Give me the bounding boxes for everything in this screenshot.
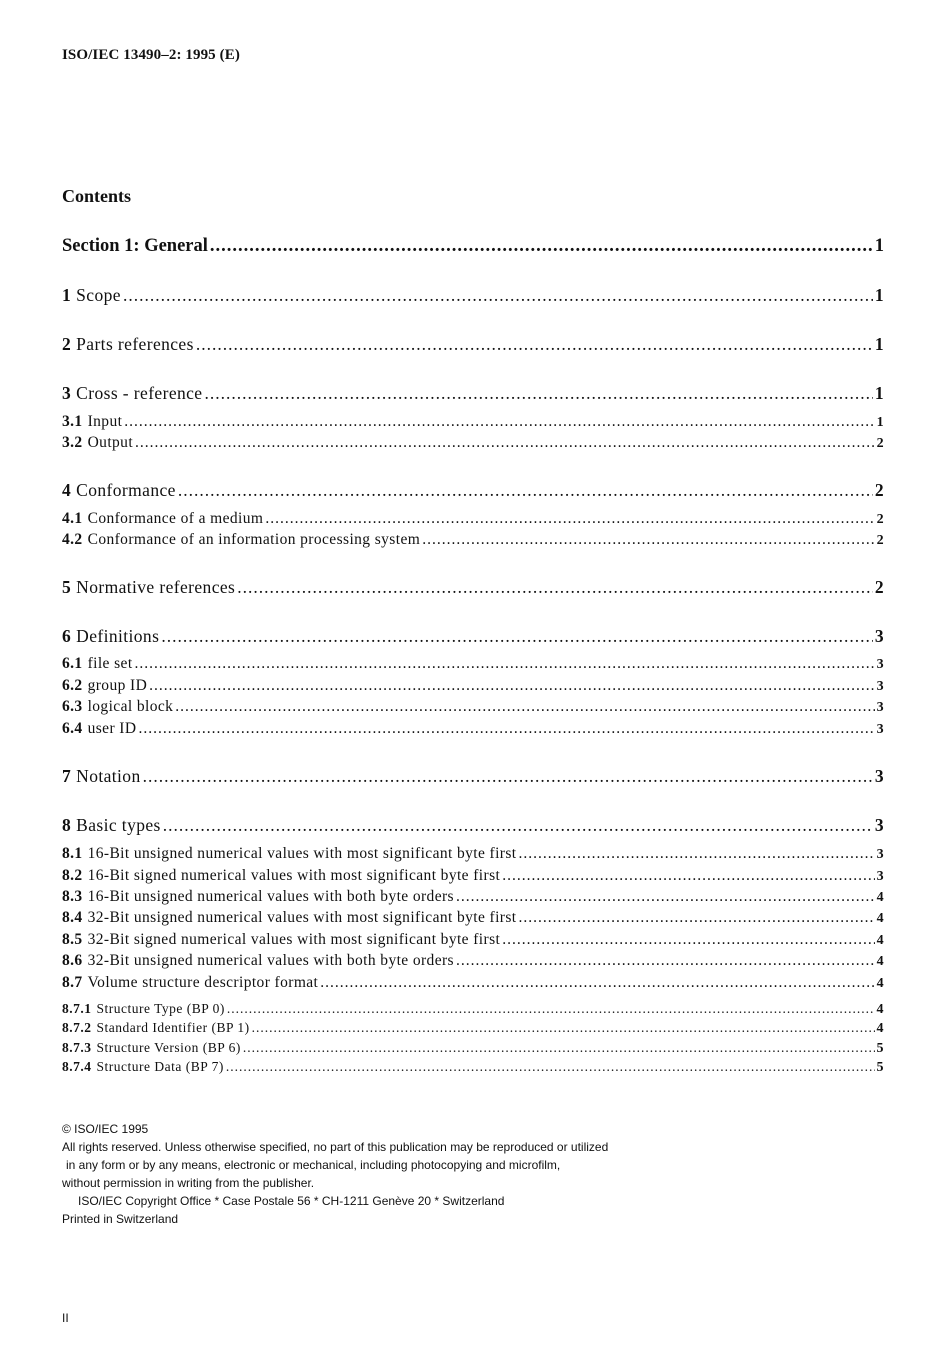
leader-dots	[204, 383, 872, 404]
toc-entry-8-6[interactable]	[62, 952, 884, 970]
toc-title: logical block	[87, 698, 174, 715]
toc-page-number: 1	[874, 334, 884, 354]
toc-page-number: 3	[876, 700, 884, 715]
toc-page-number: 4	[876, 976, 884, 991]
toc-entry-4-2[interactable]	[62, 531, 884, 549]
toc-title: Scope	[76, 285, 121, 305]
rights-line-2: in any form or by any means, electronic or mechanical, including photocopying and microfilm,	[66, 1158, 561, 1172]
leader-dots	[161, 626, 873, 647]
document-header: ISO/IEC 13490–2: 1995 (E)	[62, 47, 240, 63]
toc-page-number: 2	[876, 533, 884, 548]
leader-dots	[265, 510, 874, 528]
leader-dots	[227, 1001, 875, 1017]
toc-number: 4	[62, 480, 72, 500]
toc-title: Conformance of a medium	[87, 510, 264, 527]
toc-entry-label: Section 1: General	[62, 236, 208, 256]
toc-title: Input	[87, 413, 123, 430]
toc-page-number: 3	[876, 657, 884, 672]
toc-number: 8.6	[62, 952, 83, 969]
toc-number: 3	[62, 383, 72, 403]
toc-title: Standard Identifier (BP 1)	[96, 1020, 250, 1035]
toc-entry-6-3[interactable]	[62, 698, 884, 716]
toc-entry-5[interactable]	[62, 577, 884, 598]
toc-page-number: 3	[876, 847, 884, 862]
toc-title: Volume structure descriptor format	[87, 974, 319, 991]
toc-number: 6.4	[62, 720, 83, 737]
toc-number: 8.2	[62, 867, 83, 884]
toc-page-number: 2	[876, 512, 884, 527]
toc-entry-8[interactable]	[62, 815, 884, 836]
toc-title: Parts references	[76, 334, 194, 354]
toc-title: Structure Data (BP 7)	[96, 1059, 224, 1074]
rights-line-3: without permission in writing from the publisher.	[62, 1176, 315, 1190]
leader-dots	[135, 434, 875, 452]
copyright-line: © ISO/IEC 1995	[62, 1122, 149, 1136]
toc-entry-3[interactable]	[62, 383, 884, 404]
toc-number: 6.3	[62, 698, 83, 715]
toc-entry-7[interactable]	[62, 766, 884, 787]
toc-number: 8.5	[62, 931, 83, 948]
toc-entry-section-1[interactable]	[62, 236, 884, 257]
toc-page-number: 5	[876, 1041, 884, 1056]
toc-title: Conformance	[76, 480, 176, 500]
toc-title: Structure Type (BP 0)	[96, 1001, 225, 1016]
toc-entry-6-4[interactable]	[62, 720, 884, 738]
leader-dots	[196, 334, 873, 355]
toc-entry-4-1[interactable]	[62, 510, 884, 528]
leader-dots	[124, 413, 874, 431]
toc-entry-8-2[interactable]	[62, 867, 884, 885]
toc-page-number: 1	[874, 236, 884, 256]
leader-dots	[135, 655, 875, 673]
leader-dots	[519, 909, 875, 927]
leader-dots	[175, 698, 874, 716]
leader-dots	[178, 480, 873, 501]
toc-page-number: 4	[876, 1002, 884, 1017]
leader-dots	[502, 867, 874, 885]
toc-number: 6.2	[62, 677, 83, 694]
copyright-notice	[62, 1120, 608, 1228]
toc-number: 8.7.2	[62, 1020, 92, 1035]
toc-title: file set	[87, 655, 133, 672]
toc-title: Conformance of an information processing system	[87, 531, 421, 548]
toc-entry-6-2[interactable]	[62, 677, 884, 695]
toc-page-number: 3	[874, 815, 884, 835]
toc-number: 8.1	[62, 845, 83, 862]
toc-number: 3.2	[62, 434, 83, 451]
leader-dots	[163, 815, 873, 836]
toc-entry-8-5[interactable]	[62, 931, 884, 949]
toc-entry-8-7-2[interactable]	[62, 1020, 884, 1037]
toc-number: 1	[62, 285, 72, 305]
leader-dots	[502, 931, 874, 949]
leader-dots	[320, 974, 874, 992]
leader-dots	[138, 720, 874, 738]
leader-dots	[422, 531, 874, 549]
toc-entry-4[interactable]	[62, 480, 884, 501]
toc-title: Basic types	[76, 815, 161, 835]
toc-entry-3-2[interactable]	[62, 434, 884, 452]
toc-page-number: 4	[876, 954, 884, 969]
toc-page-number: 1	[876, 415, 884, 430]
toc-title: user ID	[87, 720, 137, 737]
leader-dots	[143, 766, 873, 787]
leader-dots	[519, 845, 875, 863]
leader-dots	[237, 577, 873, 598]
toc-page-number: 2	[876, 436, 884, 451]
toc-title: Notation	[76, 766, 141, 786]
toc-number: 4.2	[62, 531, 83, 548]
toc-number: 8.3	[62, 888, 83, 905]
toc-page-number: 1	[874, 285, 884, 305]
toc-page-number: 5	[876, 1060, 884, 1075]
toc-entry-8-7-4[interactable]	[62, 1059, 884, 1076]
rights-line-1: All rights reserved. Unless otherwise specified, no part of this publication may be reproduced or utilized	[62, 1140, 609, 1154]
toc-entry-8-1[interactable]	[62, 845, 884, 863]
leader-dots	[210, 236, 873, 257]
toc-title: 32-Bit signed numerical values with most significant byte first	[87, 931, 501, 948]
toc-page-number: 4	[876, 911, 884, 926]
toc-page-number: 3	[876, 722, 884, 737]
toc-title: Definitions	[76, 626, 160, 646]
toc-entry-6-1[interactable]	[62, 655, 884, 673]
toc-number: 5	[62, 577, 72, 597]
toc-entry-8-4[interactable]	[62, 909, 884, 927]
toc-title: 16-Bit unsigned numerical values with both byte orders	[87, 888, 454, 905]
toc-number: 7	[62, 766, 72, 786]
toc-number: 8.7.4	[62, 1059, 92, 1074]
toc-page-number: 4	[876, 890, 884, 905]
toc-entry-8-3[interactable]	[62, 888, 884, 906]
toc-page-number: 4	[876, 1021, 884, 1036]
toc-page-number: 1	[874, 383, 884, 403]
toc-title: Output	[87, 434, 134, 451]
toc-number: 8.7	[62, 974, 83, 991]
toc-number: 3.1	[62, 413, 83, 430]
leader-dots	[123, 285, 873, 306]
toc-title: Normative references	[76, 577, 236, 597]
toc-title: Structure Version (BP 6)	[96, 1040, 241, 1055]
toc-entry-6[interactable]	[62, 626, 884, 647]
toc-page-number: 3	[874, 626, 884, 646]
leader-dots	[456, 888, 875, 906]
toc-page-number: 3	[876, 679, 884, 694]
contents-heading: Contents	[62, 186, 132, 206]
toc-title: 32-Bit unsigned numerical values with both byte orders	[87, 952, 454, 969]
toc-title: 16-Bit signed numerical values with most significant byte first	[87, 867, 501, 884]
toc-title: 32-Bit unsigned numerical values with most significant byte first	[87, 909, 517, 926]
toc-title: group ID	[87, 677, 148, 694]
toc-number: 6.1	[62, 655, 83, 672]
toc-page-number: 2	[874, 480, 884, 500]
toc-page-number: 3	[874, 766, 884, 786]
toc-page-number: 2	[874, 577, 884, 597]
toc-number: 8	[62, 815, 72, 835]
toc-entry-2[interactable]	[62, 334, 884, 355]
leader-dots	[252, 1020, 875, 1036]
toc-page-number: 3	[876, 869, 884, 884]
leader-dots	[226, 1059, 875, 1075]
leader-dots	[456, 952, 875, 970]
toc-entry-8-7-3[interactable]	[62, 1040, 884, 1057]
toc-entry-8-7-1[interactable]	[62, 1001, 884, 1018]
leader-dots	[149, 677, 874, 695]
toc-title: 16-Bit unsigned numerical values with most significant byte first	[87, 845, 517, 862]
toc-entry-3-1[interactable]	[62, 413, 884, 431]
toc-number: 8.4	[62, 909, 83, 926]
toc-number: 6	[62, 626, 72, 646]
toc-number: 4.1	[62, 510, 83, 527]
toc-number: 2	[62, 334, 72, 354]
publisher-address: ISO/IEC Copyright Office * Case Postale 56 * CH-1211 Genève 20 * Switzerland	[78, 1194, 505, 1208]
toc-title: Cross - reference	[76, 383, 203, 403]
printed-in: Printed in Switzerland	[62, 1212, 179, 1226]
toc-number: 8.7.1	[62, 1001, 92, 1016]
toc-entry-1[interactable]	[62, 285, 884, 306]
toc-entry-8-7[interactable]	[62, 974, 884, 992]
page-number: II	[62, 1311, 69, 1325]
toc-page-number: 4	[876, 933, 884, 948]
toc-number: 8.7.3	[62, 1040, 92, 1055]
leader-dots	[243, 1040, 875, 1056]
